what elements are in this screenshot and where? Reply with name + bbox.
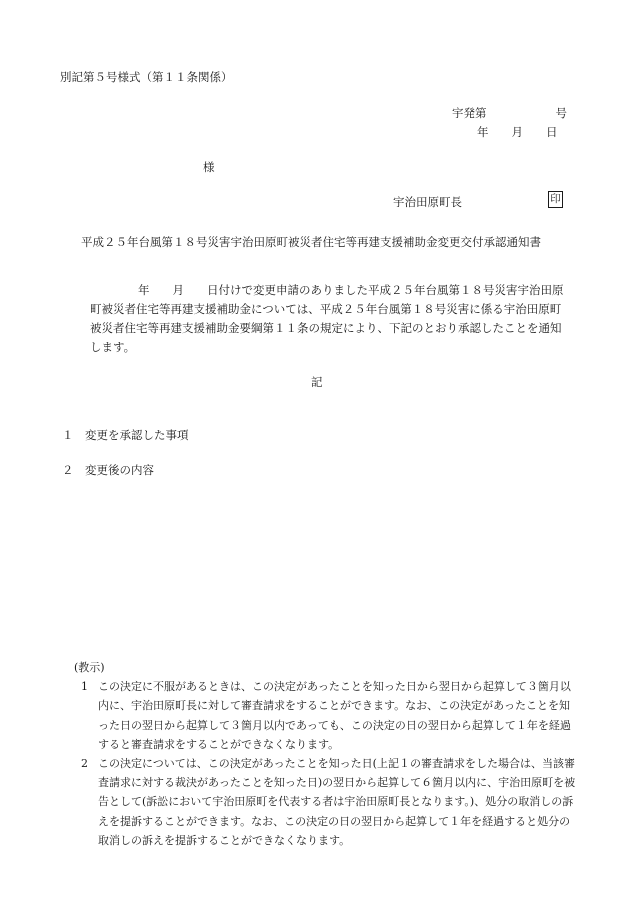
issuer-name: 宇治田原町長 <box>393 195 462 209</box>
notice-entry-text: この決定に不服があるときは、この決定があったことを知った日から翌日から起算して３箇月以内に、宇治田原町長に対して審査請求をすることができます。なお、この決定があったことを知った日の翌日から起算して３箇月以内であっても、この決定の日の翌日から起算して１年を経過すると審査請求をすることができなくなります。 <box>98 680 571 751</box>
document-date: 年 月 日 <box>477 125 558 139</box>
notice-heading: (教示) <box>74 661 105 674</box>
notice-entry-text: この決定については、この決定があったことを知った日(上記１の審査請求をした場合は、当該審査請求に対する裁決があったことを知った日)の翌日から起算して６箇月以内に、宇治田原町を被告として(訴訟において宇治田原町を代表する者は宇治田原町長となります。)、処分の取消しの訴えを提訴することができます。なお、この決定の日の翌日から起算して１年を経過すると処分の取消しの訴えを提訴することができなくなります。 <box>98 757 576 847</box>
notification-body-text: 年 月 日付けで変更申請のありました平成２５年台風第１８号災害宇治田原町被災者住宅等再建支援補助金については、平成２５年台風第１８号災害に係る宇治田原町被災者住宅等再建支援補助金要綱第１１条の規定により、下記のとおり承認したことを通知します。 <box>90 283 564 354</box>
document-number: 宇発第 号 <box>452 106 567 120</box>
notice-entry-number: 1 <box>81 680 88 694</box>
seal-box: 印 <box>548 191 563 208</box>
notification-body <box>90 281 570 357</box>
notice-entry <box>74 677 579 754</box>
item-revised-content: ２ 変更後の内容 <box>62 463 154 477</box>
addressee-honorific: 様 <box>203 160 215 174</box>
form-label: 別記第５号様式（第１１条関係） <box>60 70 233 84</box>
document-title: 平成２５年台風第１８号災害宇治田原町被災者住宅等再建支援補助金変更交付承認通知書 <box>81 235 541 249</box>
notice-entry <box>74 754 579 850</box>
item-approved-matters: １ 変更を承認した事項 <box>62 428 189 442</box>
ki-marker: 記 <box>311 375 323 389</box>
notice-entry-number: 2 <box>81 757 88 771</box>
instruction-notice <box>74 658 579 850</box>
